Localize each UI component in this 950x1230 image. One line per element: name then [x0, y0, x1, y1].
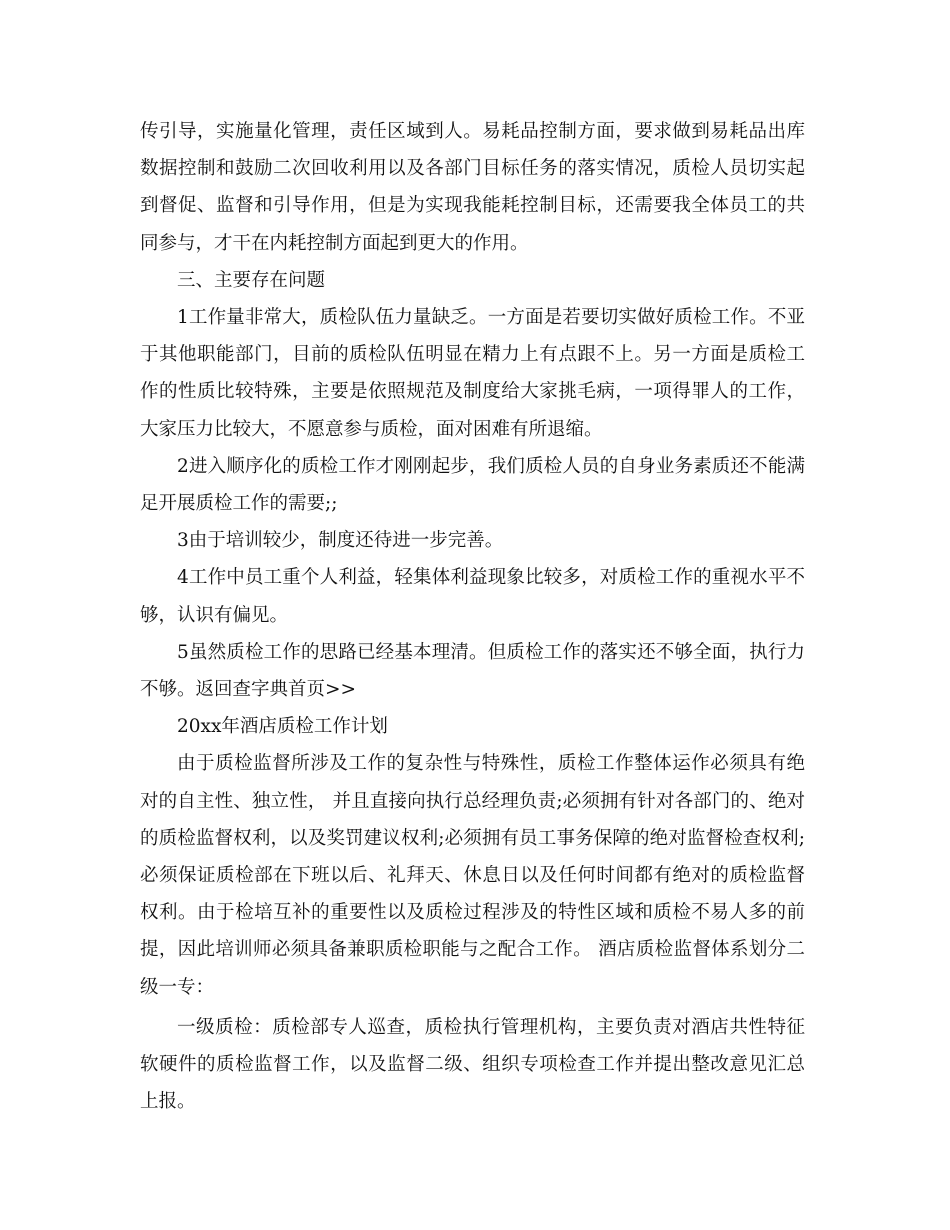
problem-item-4: 4工作中员工重个人利益，轻集体利益现象比较多，对质检工作的重视水平不够，认识有偏见。	[140, 567, 805, 626]
problem-item-3: 3由于培训较少，制度还待进一步完善。	[177, 530, 504, 552]
plan-paragraph-level-one: 一级质检：质检部专人巡查，质检执行管理机构，主要负责对酒店共性特征软硬件的质检监督工作，以及监督二级、组织专项检查工作并提出整改意见汇总上报。	[140, 1016, 805, 1113]
paragraph-continuation: 传引导，实施量化管理，责任区域到人。易耗品控制方面，要求做到易耗品出库数据控制和鼓励二次回收利用以及各部门目标任务的落实情况，质检人员切实起到督促、监督和引导作用，但是为实现我能耗控制目标，还需要我全体员工的共同参与，才干在内耗控制方面起到更大的作用。	[140, 121, 805, 254]
problem-item-5: 5虽然质检工作的思路已经基本理清。但质检工作的落实还不够全面，执行力不够。返回查字典首页>>	[140, 641, 805, 701]
plan-title: 20xx年酒店质检工作计划	[177, 716, 388, 738]
problem-item-1: 1工作量非常大，质检队伍力量缺乏。一方面是若要切实做好质检工作。不亚于其他职能部门，目前的质检队伍明显在精力上有点跟不上。另一方面是质检工作的性质比较特殊，主要是依照规范及制度给大家挑毛病，一项得罪人的工作，大家压力比较大，不愿意参与质检，面对困难有所退缩。	[140, 307, 805, 440]
document-body	[140, 113, 805, 1120]
section-heading-main-problems: 三、主要存在问题	[177, 269, 326, 291]
plan-paragraph-intro: 由于质检监督所涉及工作的复杂性与特殊性，质检工作整体运作必须具有绝对的自主性、独立性， 并且直接向执行总经理负责;必须拥有针对各部门的、绝对的质检监督权利，以及奖罚建议权利;必须拥有员工事务保障的绝对监督检查权利;必须保证质检部在下班以后、礼拜天、休息日以及任何时间都有绝对的质检监督权利。由于检培互补的重要性以及质检过程涉及的特性区域和质检不易人多的前提，因此培训师必须具备兼职质检职能与之配合工作。 酒店质检监督体系划分二级一专：	[140, 753, 805, 998]
problem-item-2: 2进入顺序化的质检工作才刚刚起步，我们质检人员的自身业务素质还不能满足开展质检工作的需要;;	[140, 455, 805, 515]
